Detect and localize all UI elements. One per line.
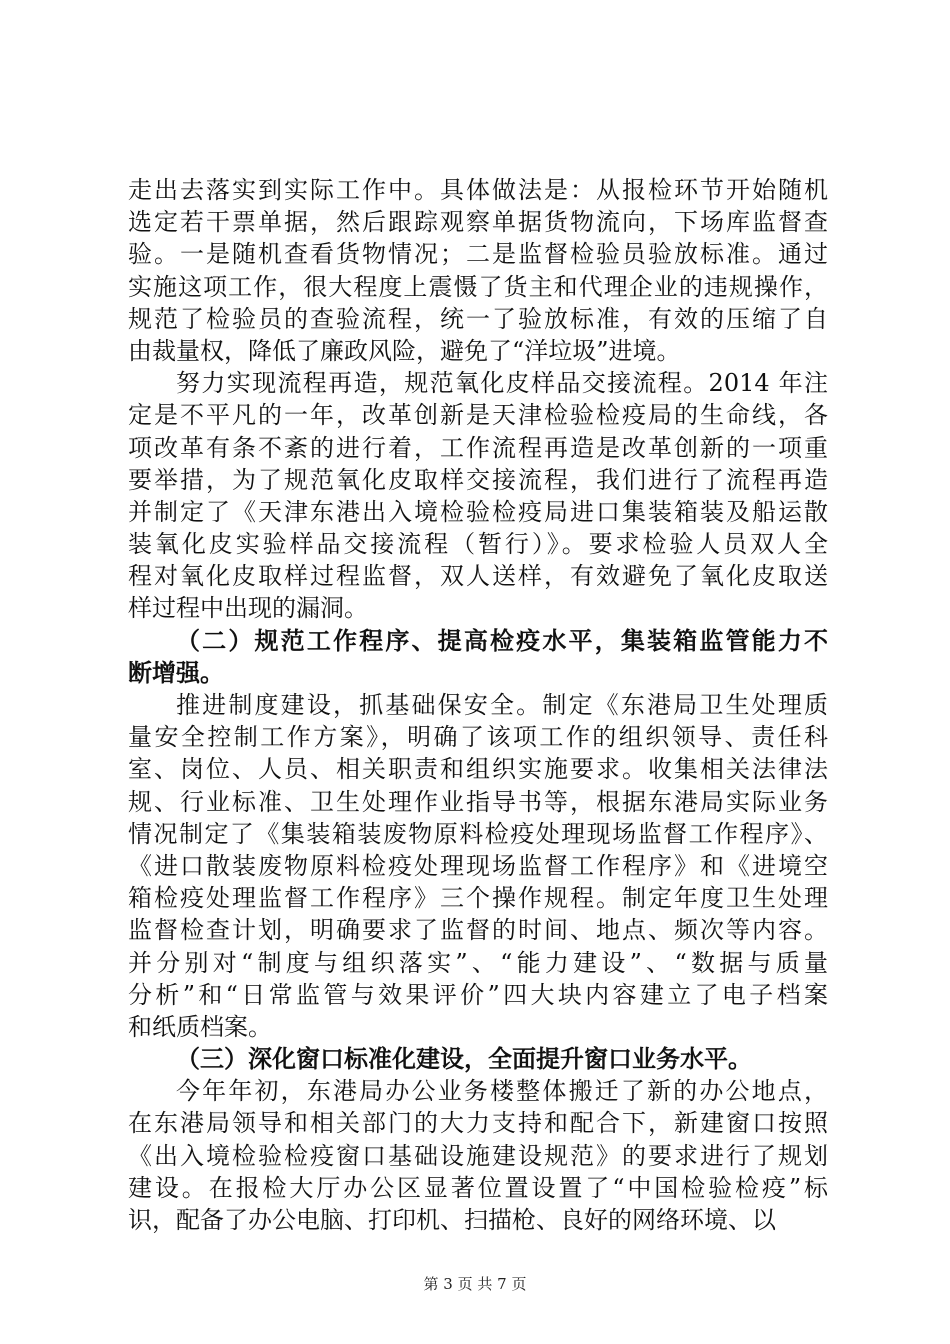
- paragraph: [128, 174, 828, 367]
- text-line: 由裁量权，降低了廉政风险，避免了“洋垃圾”进境。: [128, 336, 681, 365]
- paragraph: [128, 689, 828, 1043]
- text-line: 选定若干票单据，然后跟踪观察单据货物流向，下场库监督查: [128, 208, 828, 237]
- text-line: 箱检疫处理监督工作程序》三个操作规程。制定年度卫生处理: [128, 884, 828, 913]
- text-line: 项改革有条不紊的进行着，工作流程再造是改革创新的一项重: [128, 433, 828, 462]
- text-line: 情况制定了《集装箱装废物原料检疫处理现场监督工作程序》、: [128, 819, 828, 848]
- paragraph: [128, 367, 828, 625]
- text-line: 验。一是随机查看货物情况；二是监督检验员验放标准。通过: [128, 240, 828, 269]
- text-line: 《进口散装废物原料检疫处理现场监督工作程序》和《进境空: [128, 851, 828, 880]
- text-line: 定是不平凡的一年，改革创新是天津检验检疫局的生命线，各: [128, 401, 828, 430]
- text-line: 室、岗位、人员、相关职责和组织实施要求。收集相关法律法: [128, 755, 828, 784]
- text-line: 在东港局领导和相关部门的大力支持和配合下，新建窗口按照: [128, 1109, 828, 1138]
- text-line: 实施这项工作，很大程度上震慑了货主和代理企业的违规操作，: [128, 272, 828, 301]
- text-line: 并分别对“制度与组织落实”、“能力建设”、“数据与质量: [128, 948, 828, 977]
- heading-line: （三）深化窗口标准化建设，全面提升窗口业务水平。: [176, 1045, 752, 1074]
- heading-line: （二）规范工作程序、提高检疫水平，集装箱监管能力不: [176, 626, 828, 655]
- text-line: 走出去落实到实际工作中。具体做法是：从报检环节开始随机: [128, 176, 828, 204]
- page-footer: 第 3 页 共 7 页: [423, 1275, 527, 1293]
- text-line: 建设。在报检大厅办公区显著位置设置了“中国检验检疫”标: [128, 1173, 828, 1202]
- text-line: 要举措，为了规范氧化皮取样交接流程，我们进行了流程再造: [128, 465, 828, 494]
- heading-line: 断增强。: [128, 658, 224, 687]
- section-heading: [128, 625, 828, 689]
- text-line: 装氧化皮实验样品交接流程（暂行）》。要求检验人员双人全: [128, 530, 828, 559]
- paragraph: [128, 1075, 828, 1236]
- text-line: 监督检查计划，明确要求了监督的时间、地点、频次等内容。: [128, 916, 828, 945]
- text-line: 《出入境检验检疫窗口基础设施建设规范》的要求进行了规划: [128, 1141, 828, 1170]
- text-line: 规、行业标准、卫生处理作业指导书等，根据东港局实际业务: [128, 787, 828, 816]
- text-line: 努力实现流程再造，规范氧化皮样品交接流程。2014 年注: [176, 369, 828, 398]
- text-line: 并制定了《天津东港出入境检验检疫局进口集装箱装及船运散: [128, 497, 828, 526]
- text-line: 程对氧化皮取样过程监督，双人送样，有效避免了氧化皮取送: [128, 562, 828, 591]
- section-heading: [128, 1043, 828, 1075]
- text-line: 今年年初，东港局办公业务楼整体搬迁了新的办公地点，: [176, 1077, 828, 1106]
- text-line: 和纸质档案。: [128, 1012, 272, 1041]
- text-line: 量安全控制工作方案》，明确了该项工作的组织领导、责任科: [128, 723, 828, 752]
- text-line: 规范了检验员的查验流程，统一了验放标准，有效的压缩了自: [128, 304, 828, 333]
- text-line: 推进制度建设，抓基础保安全。制定《东港局卫生处理质: [176, 691, 828, 719]
- text-line: 样过程中出现的漏洞。: [128, 594, 368, 623]
- text-line: 分析”和“日常监管与效果评价”四大块内容建立了电子档案: [128, 980, 828, 1009]
- text-line: 识，配备了办公电脑、打印机、扫描枪、良好的网络环境、以: [128, 1206, 776, 1234]
- document-body: [128, 174, 828, 1236]
